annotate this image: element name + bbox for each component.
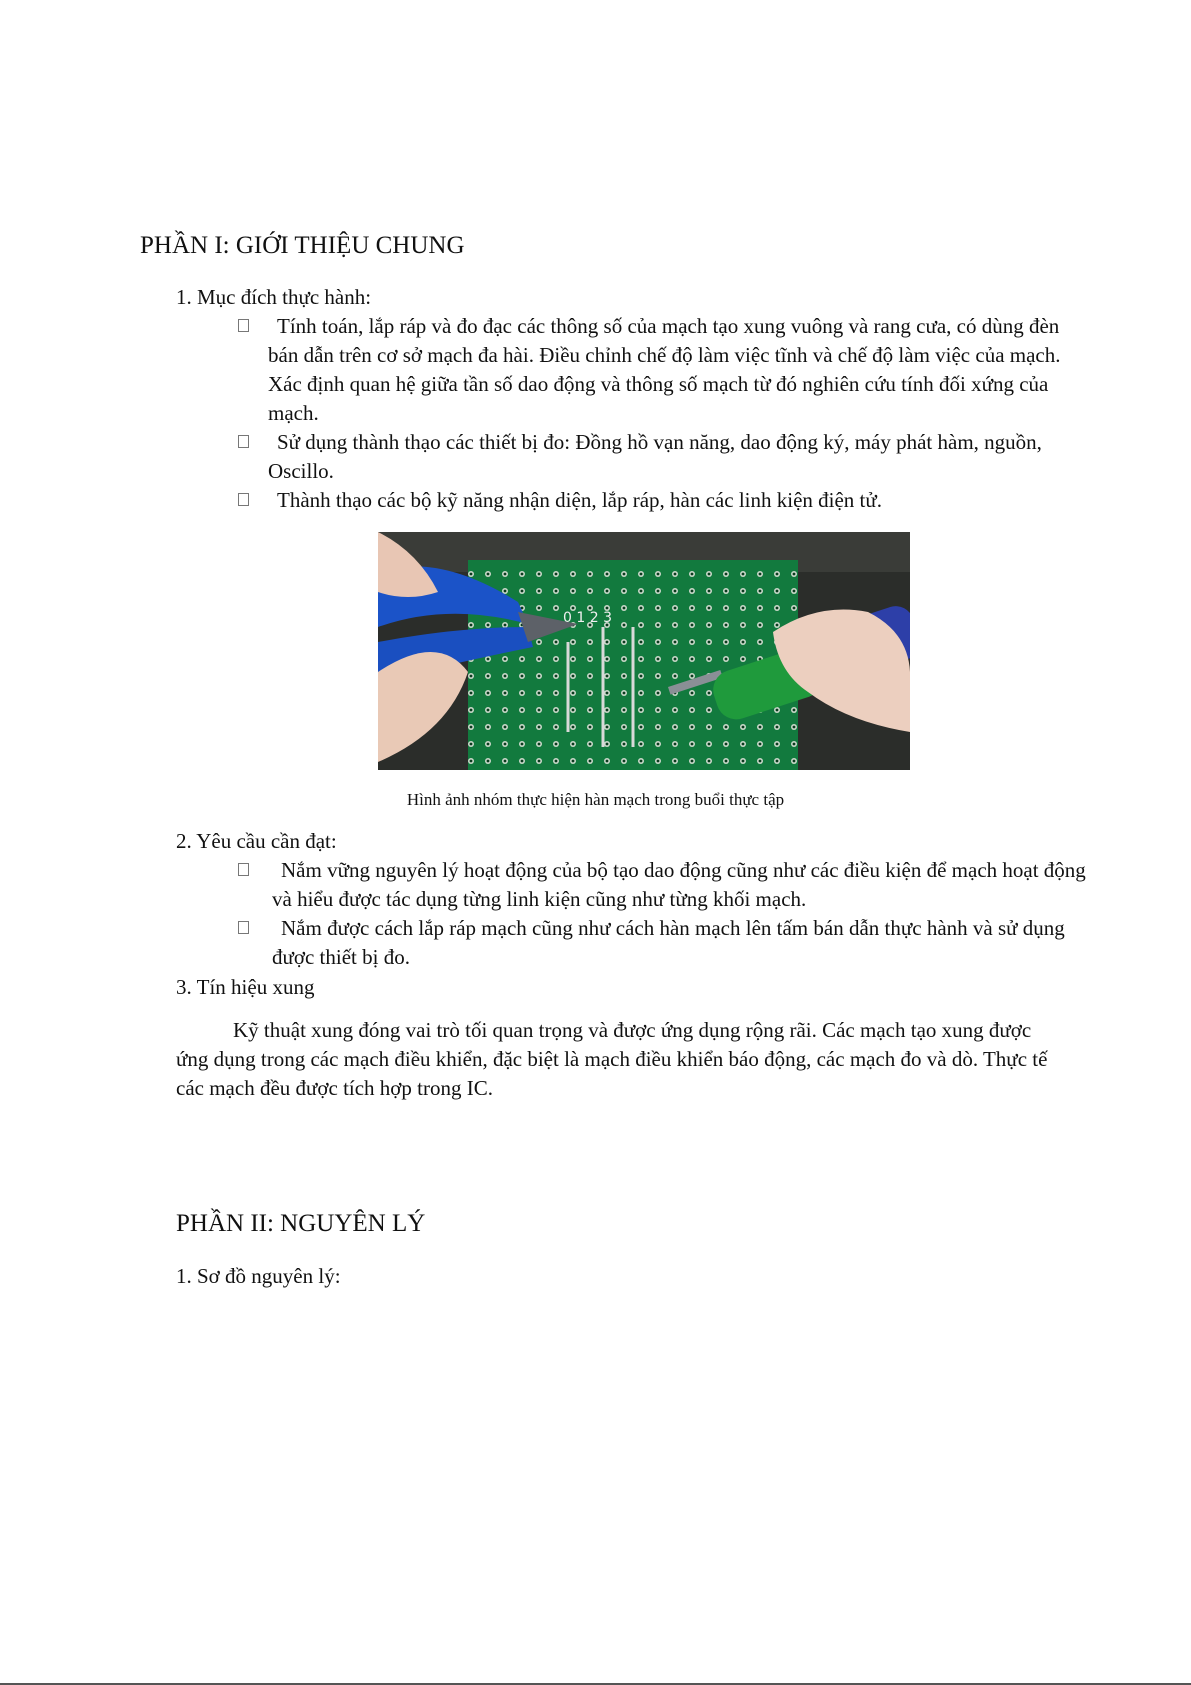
paragraph-text: Kỹ thuật xung đóng vai trò tối quan trọng và được ứng dụng rộng rãi. Các mạch tạo xung được ứng dụng trong các mạch điều khiển, đặc biệt là mạch điều khiển báo động, các mạch đo và dò. Thực tế các mạch đều được tích hợp trong IC. [176,1018,1048,1100]
bullet-text: Thành thạo các bộ kỹ năng nhận diện, lắp ráp, hàn các linh kiện điện tử. [277,488,883,512]
bullet-text: Sử dụng thành thạo các thiết bị đo: Đồng hồ vạn năng, dao động ký, máy phát hàm, nguồn, Oscillo. [268,430,1042,483]
purpose-label: 1. Mục đích thực hành: [176,285,372,309]
section-1-heading: PHẦN I: GIỚI THIỆU CHUNG [140,232,465,259]
requirements-label: 2. Yêu cầu cần đạt: [176,829,337,853]
list-item [238,312,1088,428]
bullet-box-icon [238,863,249,876]
list-item [238,486,1088,515]
list-item [238,856,1088,914]
soldering-photo [378,532,910,770]
bullet-text: Nắm vững nguyên lý hoạt động của bộ tạo dao động cũng như các điều kiện để mạch hoạt động và hiểu được tác dụng từng linh kiện cũng như từng khối mạch. [272,858,1086,911]
bullet-text: Tính toán, lắp ráp và đo đạc các thông số của mạch tạo xung vuông và rang cưa, có dùng đèn bán dẫn trên cơ sở mạch đa hài. Điều chỉnh chế độ làm việc tĩnh và chế độ làm việc của mạch. Xác định quan hệ giữa tần số dao động và thông số mạch từ đó nghiên cứu tính đối xứng của mạch. [268,314,1061,425]
bullet-box-icon [238,435,249,448]
photo-illustration [378,532,910,770]
bullet-box-icon [238,493,249,506]
svg-text:0 1 2 3: 0 1 2 3 [563,610,612,626]
bullet-text: Nắm được cách lắp ráp mạch cũng như cách hàn mạch lên tấm bán dẫn thực hành và sử dụng được thiết bị đo. [272,916,1065,969]
photo-caption: Hình ảnh nhóm thực hiện hàn mạch trong buổi thực tập [406,790,785,809]
bullet-box-icon [238,319,249,332]
pulse-signal-paragraph [176,1016,1056,1103]
list-item [238,428,1088,486]
pulse-signal-label: 3. Tín hiệu xung [176,975,315,999]
section-2-heading: PHẦN II: NGUYÊN LÝ [176,1210,426,1237]
list-item [238,914,1088,972]
schematic-label: 1. Sơ đồ nguyên lý: [176,1264,341,1288]
bullet-box-icon [238,921,249,934]
